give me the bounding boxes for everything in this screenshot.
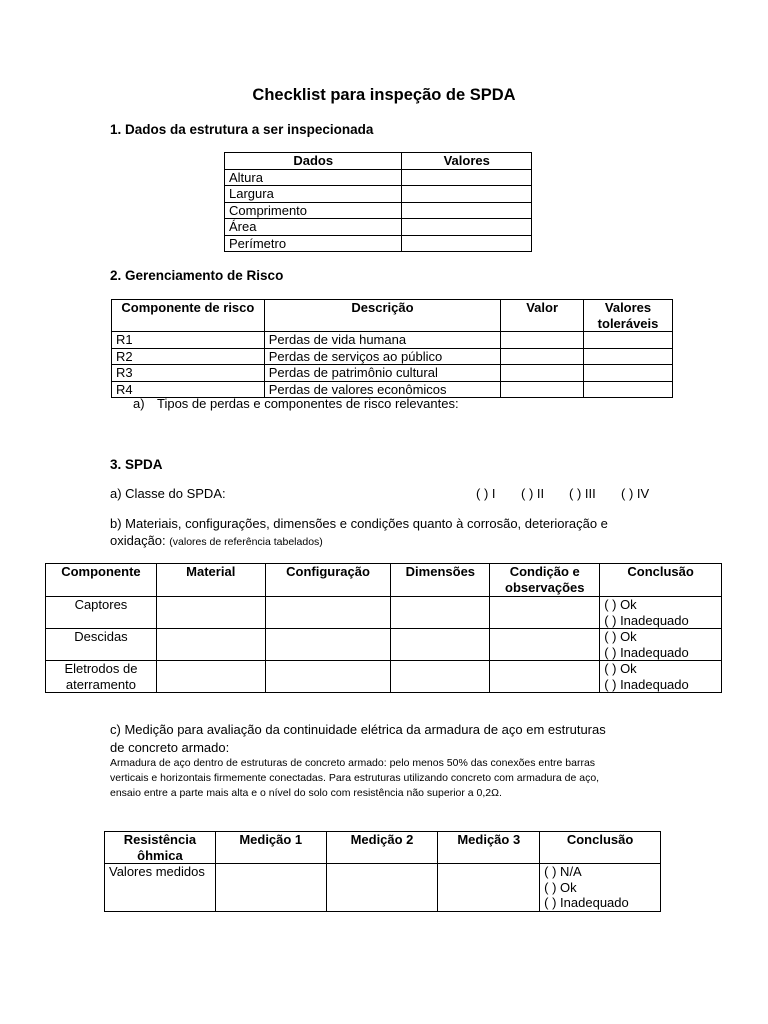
conclusion-cell	[540, 864, 661, 912]
structure-data-table	[224, 152, 532, 252]
conclusion-cell	[600, 597, 722, 629]
value-cell[interactable]	[402, 219, 532, 236]
value-cell[interactable]	[584, 332, 673, 349]
risk-note: Tipos de perdas e componentes de risco relevantes:	[157, 396, 459, 411]
checkbox-inadequado[interactable]: ( ) Inadequado	[604, 676, 689, 692]
checkbox-ok[interactable]: ( ) Ok	[544, 879, 577, 895]
table-cell: R1	[112, 332, 265, 349]
value-cell[interactable]	[402, 186, 532, 203]
section1-heading: 1. Dados da estrutura a ser inspecionada	[110, 122, 374, 137]
table-header: Conclusão	[600, 564, 722, 597]
table-cell: Eletrodos de aterramento	[46, 661, 157, 693]
checkbox-inadequado[interactable]: ( ) Inadequado	[604, 644, 689, 660]
continuity-note-2: verticais e horizontais firmemente conectadas. Para estruturas utilizando concreto com armadura de aço,	[110, 772, 600, 784]
value-cell[interactable]	[391, 661, 490, 693]
table-header: Medição 2	[326, 832, 438, 864]
table-header: Material	[156, 564, 265, 597]
table-header: Valor	[501, 300, 584, 332]
table-header: Componente	[46, 564, 157, 597]
table-header: Medição 3	[438, 832, 540, 864]
materials-text: b) Materiais, configurações, dimensões e condições quanto à corrosão, deterioração e	[110, 516, 608, 531]
materials-text-2	[110, 533, 323, 550]
value-cell[interactable]	[326, 864, 438, 912]
table-header: Dados	[225, 153, 402, 170]
continuity-note-1: Armadura de aço dentro de estruturas de concreto armado: pelo menos 50% das conexões entre barras	[110, 757, 596, 769]
classe-option-ii[interactable]: ( ) II	[521, 486, 545, 501]
classe-option-i[interactable]: ( ) I	[476, 486, 496, 501]
table-cell: Altura	[225, 169, 402, 186]
table-header: Descrição	[264, 300, 500, 332]
checkbox-inadequado[interactable]: ( ) Inadequado	[604, 612, 689, 628]
table-cell: Captores	[46, 597, 157, 629]
page-title: Checklist para inspeção de SPDA	[252, 86, 516, 104]
value-cell[interactable]	[584, 348, 673, 365]
value-cell[interactable]	[490, 597, 600, 629]
value-cell[interactable]	[490, 661, 600, 693]
table-header: Configuração	[265, 564, 391, 597]
materials-text-oxidacao: oxidação:	[110, 533, 166, 548]
value-cell[interactable]	[265, 597, 391, 629]
checkbox-ok[interactable]: ( ) Ok	[604, 629, 637, 644]
value-cell[interactable]	[584, 381, 673, 398]
table-header: Valores	[402, 153, 532, 170]
classe-label: a) Classe do SPDA:	[110, 486, 226, 501]
table-header: Valores toleráveis	[584, 300, 673, 332]
table-header: Condição e observações	[490, 564, 600, 597]
table-header: Medição 1	[215, 832, 326, 864]
table-header: Dimensões	[391, 564, 490, 597]
table-header: Conclusão	[540, 832, 661, 864]
value-cell[interactable]	[391, 629, 490, 661]
table-header: Componente de risco	[112, 300, 265, 332]
table-cell: R2	[112, 348, 265, 365]
table-header: Resistência ôhmica	[105, 832, 216, 864]
classe-option-iii[interactable]: ( ) III	[569, 486, 596, 501]
value-cell[interactable]	[501, 381, 584, 398]
value-cell[interactable]	[402, 169, 532, 186]
table-cell: Descidas	[46, 629, 157, 661]
table-cell: Perdas de patrimônio cultural	[264, 365, 500, 382]
table-cell: R3	[112, 365, 265, 382]
value-cell[interactable]	[265, 661, 391, 693]
classe-option-iv[interactable]: ( ) IV	[621, 486, 650, 501]
checkbox-inadequado[interactable]: ( ) Inadequado	[544, 895, 629, 910]
risk-table	[111, 299, 673, 398]
value-cell[interactable]	[501, 365, 584, 382]
value-cell[interactable]	[156, 629, 265, 661]
continuity-text: c) Medição para avaliação da continuidade elétrica da armadura de aço em estruturas	[110, 722, 606, 737]
table-cell: Perdas de serviços ao público	[264, 348, 500, 365]
value-cell[interactable]	[501, 348, 584, 365]
section3-heading: 3. SPDA	[110, 457, 163, 472]
value-cell[interactable]	[156, 661, 265, 693]
value-cell[interactable]	[490, 629, 600, 661]
table-cell: Largura	[225, 186, 402, 203]
value-cell[interactable]	[402, 235, 532, 252]
measurement-table	[104, 831, 661, 912]
table-cell: Valores medidos	[105, 864, 216, 912]
table-cell: Comprimento	[225, 202, 402, 219]
section2-heading: 2. Gerenciamento de Risco	[110, 268, 284, 283]
value-cell[interactable]	[501, 332, 584, 349]
conclusion-cell	[600, 629, 722, 661]
value-cell[interactable]	[156, 597, 265, 629]
value-cell[interactable]	[584, 365, 673, 382]
table-cell: R4	[112, 381, 265, 398]
spda-components-table	[45, 563, 722, 693]
checkbox-ok[interactable]: ( ) Ok	[604, 661, 637, 676]
checkbox-na[interactable]: ( ) N/A	[544, 864, 582, 879]
materials-reference-note: (valores de referência tabelados)	[169, 536, 323, 548]
value-cell[interactable]	[402, 202, 532, 219]
continuity-text-2: de concreto armado:	[110, 740, 230, 755]
conclusion-cell	[600, 661, 722, 693]
table-cell: Perímetro	[225, 235, 402, 252]
table-cell: Perdas de vida humana	[264, 332, 500, 349]
value-cell[interactable]	[215, 864, 326, 912]
continuity-note-3: ensaio entre a parte mais alta e o nível do solo com resistência não superior a 0,2Ω.	[110, 787, 502, 799]
table-cell: Área	[225, 219, 402, 236]
value-cell[interactable]	[265, 629, 391, 661]
value-cell[interactable]	[438, 864, 540, 912]
checkbox-ok[interactable]: ( ) Ok	[604, 597, 637, 612]
note-prefix: a)	[133, 396, 145, 411]
table-cell: Perdas de valores econômicos	[264, 381, 500, 398]
value-cell[interactable]	[391, 597, 490, 629]
